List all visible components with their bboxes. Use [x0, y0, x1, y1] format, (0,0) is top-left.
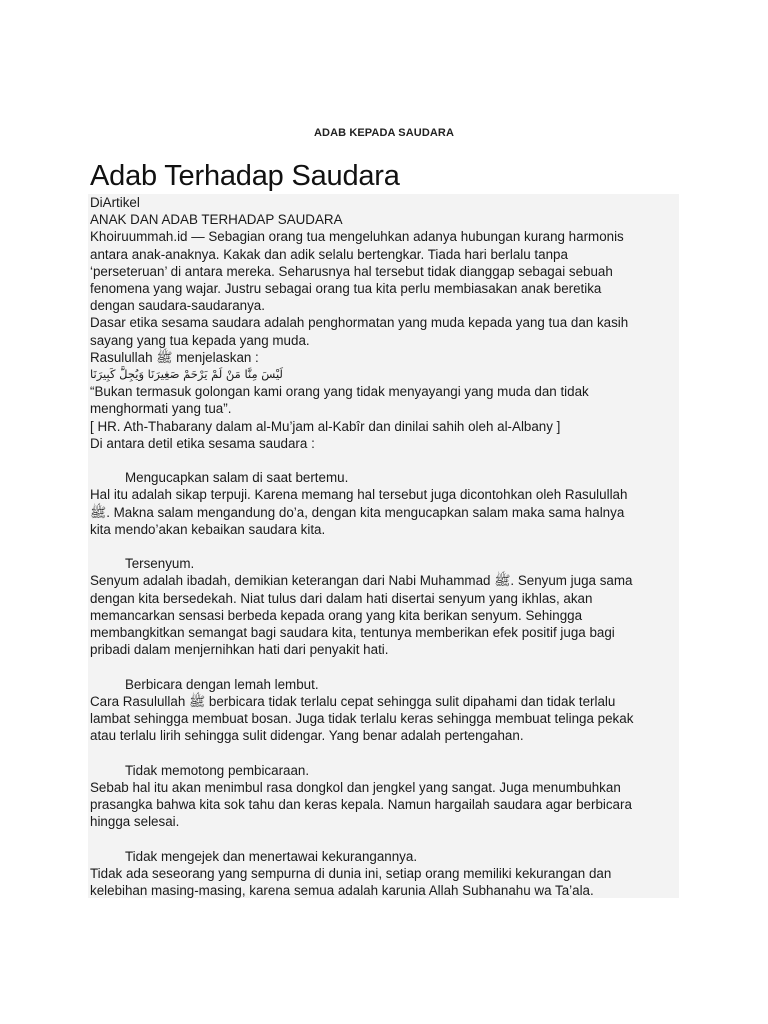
item-line: hingga selesai.: [90, 814, 180, 830]
item-line: pribadi dalam menjernihkan hati dari penyakit hati.: [90, 642, 389, 658]
item-heading: Berbicara dengan lemah lembut.: [125, 676, 319, 692]
intro-line: Khoiruummah.id — Sebagian orang tua mengeluhkan adanya hubungan kurang harmonis: [90, 229, 624, 245]
spacer: [90, 658, 682, 675]
item-line: Cara Rasulullah ﷺ berbicara tidak terlalu cepat sehingga sulit dipahami dan tidak terlalu: [90, 693, 616, 709]
item-line: Senyum adalah ibadah, demikian keterangan dari Nabi Muhammad ﷺ. Senyum juga sama: [90, 573, 633, 589]
hadith-line: menghormati yang tua”.: [90, 401, 232, 417]
intro-line: ‘perseteruan’ di antara mereka. Seharusnya hal tersebut tidak dianggap sebagai sebuah: [90, 263, 613, 279]
spacer: [90, 744, 682, 761]
item-line: ﷺ. Makna salam mengandung do’a, dengan kita mengucapkan salam maka sama halnya: [90, 504, 625, 520]
item-heading: Tidak memotong pembicaraan.: [125, 762, 310, 778]
item-line: memancarkan sensasi berbeda kepada orang yang kita berikan senyum. Sehingga: [90, 607, 583, 623]
item-line: membangkitkan semangat bagi saudara kita, tentunya memberikan efek positif juga bagi: [90, 625, 615, 641]
spacer: [90, 538, 682, 555]
intro-line: sayang yang tua kepada yang muda.: [90, 332, 310, 348]
article-category: DiArtikel: [90, 195, 140, 210]
item-line: atau terlalu lirih sehingga sulit didengar. Yang benar adalah pertengahan.: [90, 728, 524, 744]
item-heading: Tidak mengejek dan menertawai kekurangannya.: [125, 848, 418, 864]
item-line: lambat sehingga membuat bosan. Juga tidak terlalu keras sehingga membuat telinga pekak: [90, 711, 634, 727]
arabic-hadith-text: لَيْسَ مِنَّا مَنْ لَمْ يَرْحَمْ صَغِيرَنَا وَيُجِلَّ كَبِيرَنَا: [90, 367, 283, 382]
item-line: Hal itu adalah sikap terpuji. Karena memang hal tersebut juga dicontohkan oleh Rasulullah: [90, 487, 628, 503]
item-line: kita mendo’akan kebaikan saudara kita.: [90, 521, 326, 537]
intro-line: fenomena yang wajar. Justru sebagai orang tua kita perlu membiasakan anak beretika: [90, 281, 602, 297]
intro-line: Dasar etika sesama saudara adalah penghormatan yang muda kepada yang tua dan kasih: [90, 315, 629, 331]
spacer: [90, 830, 682, 847]
item-line: prasangka bahwa kita sok tahu dan keras kepala. Namun hargailah saudara agar berbicara: [90, 797, 632, 813]
item-line: Sebab hal itu akan menimbul rasa dongkol dan jengkel yang sangat. Juga menumbuhkan: [90, 779, 621, 795]
intro-line: antara anak-anaknya. Kakak dan adik selalu bertengkar. Tiada hari berlalu tanpa: [90, 246, 568, 262]
intro-line: Rasulullah ﷺ menjelaskan :: [90, 349, 259, 365]
item-line: Tidak ada seseorang yang sempurna di dunia ini, setiap orang memiliki kekurangan dan: [90, 865, 612, 881]
article-subtitle: ANAK DAN ADAB TERHADAP SAUDARA: [90, 212, 343, 228]
document-header-title: ADAB KEPADA SAUDARA: [313, 127, 454, 139]
item-heading: Mengucapkan salam di saat bertemu.: [125, 470, 349, 486]
item-heading: Tersenyum.: [125, 556, 195, 572]
spacer: [90, 452, 682, 469]
item-line: kelebihan masing-masing, karena semua adalah karunia Allah Subhanahu wa Ta’ala.: [90, 883, 594, 899]
hadith-line: Di antara detil etika sesama saudara :: [90, 435, 315, 451]
article-title: Adab Terhadap Saudara: [90, 160, 400, 192]
intro-line: dengan saudara-saudaranya.: [90, 298, 265, 314]
hadith-line: “Bukan termasuk golongan kami orang yang tidak menyayangi yang muda dan tidak: [90, 384, 589, 400]
hadith-line: [ HR. Ath-Thabarany dalam al-Mu’jam al-Kabîr dan dinilai sahih oleh al-Albany ]: [90, 418, 561, 434]
item-line: dengan kita bersedekah. Niat tulus dari dalam hati disertai senyum yang ikhlas, akan: [90, 590, 593, 606]
article-content: [90, 194, 682, 899]
